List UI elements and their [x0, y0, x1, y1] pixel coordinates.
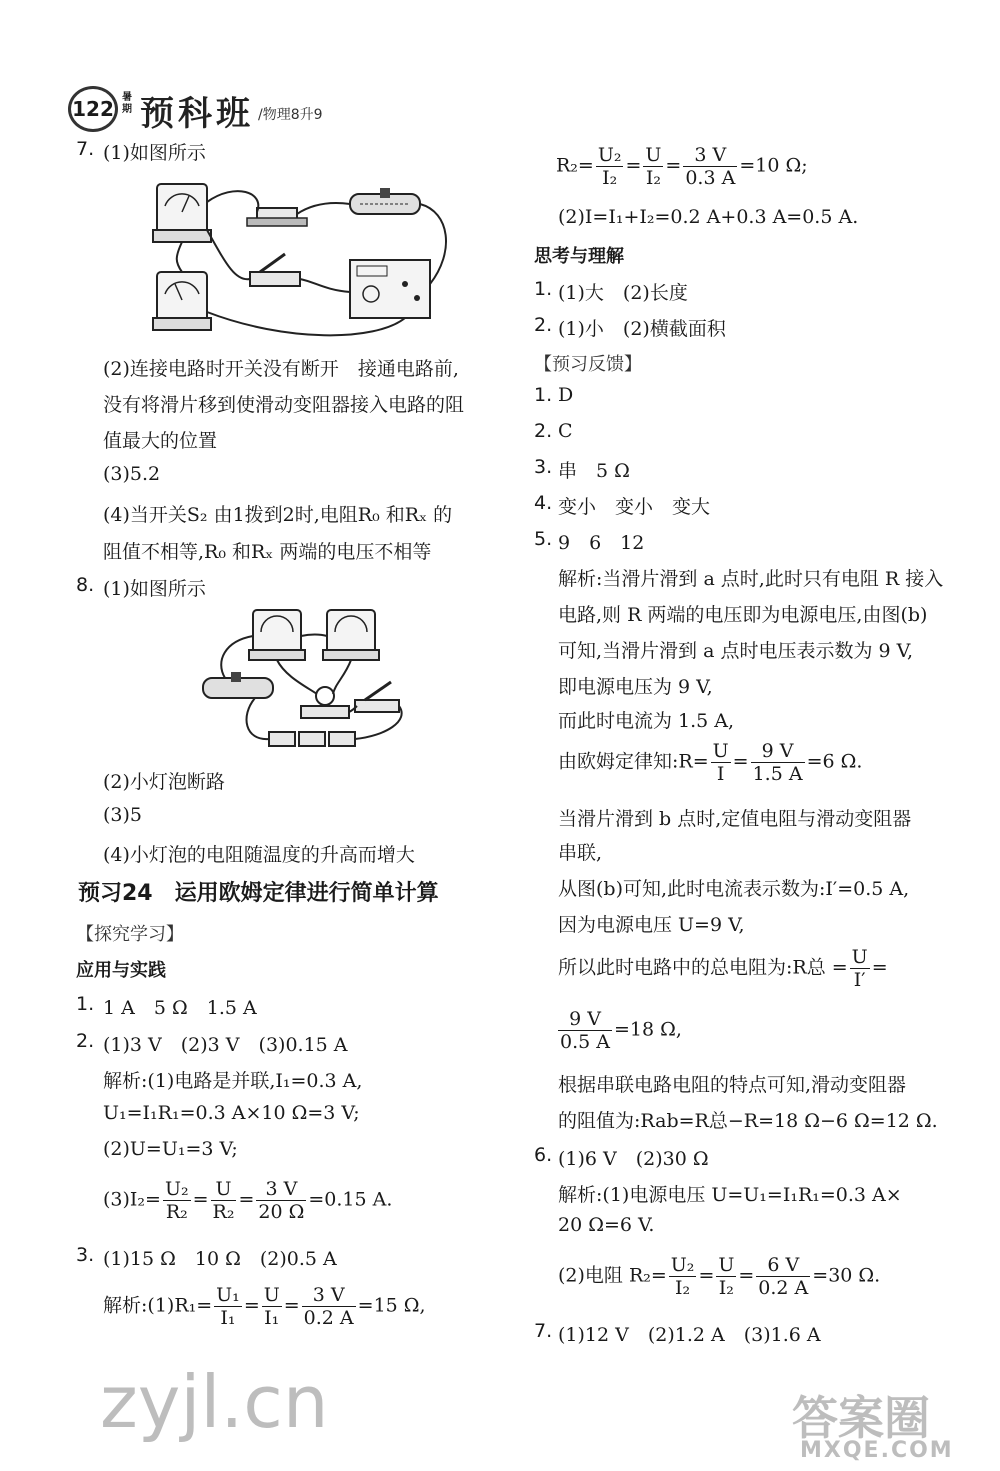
a3-answer: (1)15 Ω 10 Ω (2)0.5 A	[103, 1248, 337, 1270]
q7-part2-line2: 没有将滑片移到使滑动变阻器接入电路的阻	[103, 394, 465, 416]
tag-preview-feedback: 【预习反馈】	[534, 354, 642, 375]
f6-line1: 解析:(1)电源电压 U=U₁=I₁R₁=0.3 A×	[558, 1184, 902, 1206]
f6-answer: (1)6 V (2)30 Ω	[558, 1148, 709, 1170]
q8-part2: (2)小灯泡断路	[103, 771, 225, 793]
q7-part1: (1)如图所示	[103, 142, 206, 164]
brand-title: 预科班	[140, 94, 254, 134]
switch-icon	[355, 682, 399, 712]
battery-icon	[269, 732, 355, 746]
power-supply-icon	[350, 260, 430, 318]
f5-line14: 的阻值为:Rab=R总−R=18 Ω−6 Ω=12 Ω.	[558, 1110, 938, 1132]
section-apply-practice: 应用与实践	[76, 960, 166, 981]
f5-line2: 电路,则 R 两端的电压即为电源电压,由图(b)	[558, 604, 928, 626]
q8-part4: (4)小灯泡的电阻随温度的升高而增大	[103, 844, 415, 866]
q7-part2-line3: 值最大的位置	[103, 430, 218, 452]
q8-part3: (3)5	[103, 804, 143, 826]
t2-number: 2.	[534, 314, 553, 336]
f6-line3: (2)电阻 R₂= $\frac{\text{U₂}}{\text{I₂}}$ = $\frac{U}{\text{I₂}}$ = $\frac{6 V}{0.2 A}$ =30 Ω.	[558, 1254, 881, 1299]
a1-number: 1.	[76, 993, 95, 1015]
t2-answer: (1)小 (2)横截面积	[558, 318, 726, 340]
light-bulb-icon	[301, 687, 349, 718]
ammeter-icon	[249, 610, 305, 660]
watermark-zyjl: zyjl.cn	[100, 1360, 329, 1444]
f2-answer: C	[558, 420, 573, 442]
f5-line3: 可知,当滑片滑到 a 点时电压表示数为 9 V,	[558, 640, 914, 662]
f5-number: 5.	[534, 528, 553, 550]
section-think-understand: 思考与理解	[534, 246, 624, 267]
circuit-diagram-1	[145, 172, 465, 347]
voltmeter-icon	[323, 610, 379, 660]
circuit-diagram-2	[195, 606, 415, 756]
f5-line13: 根据串联电路电阻的特点可知,滑动变阻器	[558, 1074, 907, 1096]
q7-part4-line1: (4)当开关S₂ 由1拨到2时,电阻R₀ 和Rₓ 的	[103, 504, 453, 526]
t1-answer: (1)大 (2)长度	[558, 282, 688, 304]
q7-number: 7.	[76, 138, 95, 160]
f3-number: 3.	[534, 456, 553, 478]
f6-line2: 20 Ω=6 V.	[558, 1214, 655, 1236]
tag-explore-learning: 【探究学习】	[76, 924, 184, 945]
f4-answer: 变小 变小 变大	[558, 496, 711, 518]
f7-number: 7.	[534, 1320, 553, 1342]
a2-line2: U₁=I₁R₁=0.3 A×10 Ω=3 V;	[103, 1102, 360, 1124]
a2-line4: (3)I₂= $\frac{\text{U₂}}{\text{R₂}}$ = $\frac{U}{\text{R₂}}$ = $\frac{3 V}{20 \Omega}$ =0.15 A.	[103, 1178, 393, 1223]
f5-line5: 而此时电流为 1.5 A,	[558, 710, 735, 732]
resistor-icon	[247, 208, 307, 226]
f5-line4: 即电源电压为 9 V,	[558, 676, 713, 698]
t1-number: 1.	[534, 278, 553, 300]
r-cont-line2: (2)I=I₁+I₂=0.2 A+0.3 A=0.5 A.	[558, 206, 859, 228]
f5-line10: 因为电源电压 U=9 V,	[558, 914, 745, 936]
brand-small-label: 暑期	[122, 92, 132, 115]
watermark-answer-circle: 答案圈	[792, 1391, 930, 1445]
a2-line1: 解析:(1)电路是并联,I₁=0.3 A,	[103, 1070, 363, 1092]
f5-answer: 9 6 12	[558, 532, 645, 554]
rheostat-icon	[350, 188, 420, 214]
q8-part1: (1)如图所示	[103, 578, 206, 600]
q8-number: 8.	[76, 574, 95, 596]
a3-solution: 解析:(1)R₁= $\frac{\text{U₁}}{\text{I₁}}$ = $\frac{U}{\text{I₁}}$ = $\frac{3 V}{0.2 A}$ =15 Ω,	[103, 1284, 426, 1329]
f4-number: 4.	[534, 492, 553, 514]
f5-line12: $\frac{9 V}{0.5 A}$ =18 Ω,	[560, 1008, 682, 1053]
q7-part2-line1: (2)连接电路时开关没有断开 接通电路前,	[103, 358, 459, 380]
header-subtitle: /物理8升9	[258, 107, 323, 123]
r-cont-line1: R₂= $\frac{\text{U₂}}{\text{I₂}}$ = $\frac{U}{\text{I₂}}$ = $\frac{3 V}{0.3 A}$ =10 Ω;	[556, 144, 808, 189]
q7-part3: (3)5.2	[103, 463, 161, 485]
f3-answer: 串 5 Ω	[558, 460, 630, 482]
f6-number: 6.	[534, 1144, 553, 1166]
a1-answer: 1 A 5 Ω 1.5 A	[103, 997, 257, 1019]
page-number: 122	[68, 86, 118, 132]
f5-line8: 串联,	[558, 842, 603, 864]
a2-number: 2.	[76, 1030, 95, 1052]
a2-line3: (2)U=U₁=3 V;	[103, 1138, 238, 1160]
f5-line1: 解析:当滑片滑到 a 点时,此时只有电阻 R 接入	[558, 568, 944, 590]
f5-line7: 当滑片滑到 b 点时,定值电阻与滑动变阻器	[558, 808, 912, 830]
ammeter-icon	[153, 184, 211, 242]
f5-line9: 从图(b)可知,此时电流表示数为:I′=0.5 A,	[558, 878, 910, 900]
a2-answer: (1)3 V (2)3 V (3)0.15 A	[103, 1034, 348, 1056]
q7-part4-line2: 阻值不相等,R₀ 和Rₓ 两端的电压不相等	[103, 541, 432, 563]
a3-number: 3.	[76, 1244, 95, 1266]
watermark-url: MXQE.COM	[800, 1438, 954, 1463]
f2-number: 2.	[534, 420, 553, 442]
f5-line11: 所以此时电路中的总电阻为:R总 = $\frac{U}{I'}$ =	[558, 946, 888, 991]
f5-line6: 由欧姆定律知:R= $\frac{U}{I}$ = $\frac{9 V}{1.5 A}$ =6 Ω.	[558, 740, 863, 785]
f1-answer: D	[558, 384, 574, 406]
lesson-title: 预习24 运用欧姆定律进行简单计算	[78, 881, 439, 906]
f7-answer: (1)12 V (2)1.2 A (3)1.6 A	[558, 1324, 821, 1346]
rheostat-icon	[203, 672, 273, 698]
switch-icon	[250, 254, 300, 286]
f1-number: 1.	[534, 384, 553, 406]
voltmeter-icon	[153, 272, 211, 330]
